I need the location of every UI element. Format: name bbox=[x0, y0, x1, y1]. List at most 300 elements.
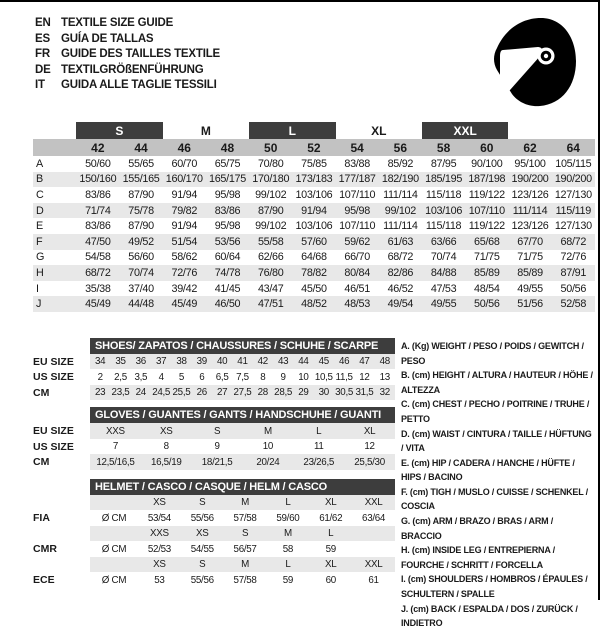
measurement-row bbox=[33, 172, 595, 188]
measurement-value: 190/200 bbox=[511, 173, 549, 186]
section-row-label: US SIZE bbox=[33, 369, 90, 385]
size-number: 54 bbox=[336, 139, 379, 156]
section-value: Ø CM bbox=[101, 574, 127, 586]
measurement-value: 49/54 bbox=[387, 298, 414, 311]
measurement-value: 61/63 bbox=[387, 235, 414, 248]
measurement-value: 155/165 bbox=[122, 173, 160, 186]
section-value: 6 bbox=[199, 371, 205, 383]
section-row bbox=[33, 495, 395, 511]
measurement-value: 59/62 bbox=[344, 235, 370, 248]
section-value: 9 bbox=[280, 371, 286, 383]
section-value: 34 bbox=[90, 354, 110, 370]
size-number: 44 bbox=[119, 139, 162, 156]
measurement-row-label: C bbox=[36, 188, 44, 201]
measurement-value: 66/70 bbox=[344, 251, 370, 264]
section-value: 53/54 bbox=[147, 512, 171, 524]
size-group-label: S bbox=[76, 122, 162, 139]
section-value: S bbox=[181, 557, 224, 573]
measurement-value: 56/60 bbox=[128, 251, 154, 264]
language-row bbox=[35, 47, 220, 63]
accessory-tables bbox=[33, 338, 395, 588]
section-value bbox=[352, 526, 395, 542]
language-code: IT bbox=[35, 79, 45, 91]
measurement-value: 71/74 bbox=[85, 204, 111, 217]
section-value: M bbox=[242, 423, 293, 439]
measurement-value: 84/88 bbox=[430, 266, 457, 279]
measurement-value: 70/80 bbox=[257, 157, 284, 170]
measurement-value: 75/78 bbox=[128, 204, 154, 217]
textile-size-guide bbox=[0, 2, 598, 631]
measurement-row-label: E bbox=[36, 220, 43, 233]
size-number: 48 bbox=[206, 139, 249, 156]
measurement-row bbox=[33, 203, 595, 219]
legend-item: B. (cm) HEIGHT / ALTURA / HAUTEUR / HÖHE / ALTEZZA bbox=[401, 370, 593, 395]
measurement-value: 79/82 bbox=[171, 204, 198, 217]
size-group-label: L bbox=[249, 122, 335, 139]
section-value: M bbox=[224, 557, 267, 573]
section-value: 18/21,5 bbox=[192, 454, 243, 470]
measurement-row-label: F bbox=[36, 235, 43, 248]
section-row bbox=[33, 557, 395, 573]
measurement-value: 63/66 bbox=[430, 235, 457, 248]
section-value: 5 bbox=[178, 371, 185, 383]
section-value: 6,5 bbox=[215, 371, 229, 383]
racing-helmet-icon bbox=[486, 14, 578, 110]
measurement-value: 48/53 bbox=[344, 298, 370, 311]
section-value: 2 bbox=[97, 371, 103, 383]
section-value: 30,5 bbox=[334, 385, 354, 401]
section-value: XL bbox=[344, 423, 395, 439]
section-value bbox=[90, 557, 138, 573]
measurement-value: 41/45 bbox=[214, 282, 241, 295]
language-title: GUÍA DE TALLAS bbox=[61, 32, 154, 45]
measurement-value: 58/62 bbox=[171, 251, 198, 264]
measurement-value: 44/48 bbox=[128, 298, 154, 311]
size-number: 62 bbox=[508, 139, 551, 156]
section-value: 12 bbox=[359, 371, 370, 383]
measurement-value: 60/70 bbox=[171, 157, 198, 170]
measurement-value: 103/106 bbox=[295, 220, 333, 233]
section-title: HELMET / CASCO / CASQUE / HELM / CASCO bbox=[90, 479, 395, 495]
measurement-value: 103/106 bbox=[425, 204, 463, 217]
section-value: 10 bbox=[262, 441, 274, 453]
measurement-legend bbox=[395, 338, 598, 631]
measurement-value: 115/118 bbox=[425, 188, 462, 201]
measurement-value: 85/89 bbox=[517, 266, 543, 279]
section-value: 56/57 bbox=[233, 543, 257, 555]
language-title: TEXTILGRÖßENFÜHRUNG bbox=[61, 63, 204, 76]
measurement-value: 37/40 bbox=[128, 282, 154, 295]
section-row-label bbox=[33, 557, 90, 573]
measurement-value: 111/114 bbox=[383, 188, 418, 201]
section-value: 42 bbox=[253, 354, 273, 370]
measurement-value: 91/94 bbox=[171, 188, 198, 201]
section-row bbox=[33, 541, 395, 557]
section-value: 47 bbox=[354, 354, 374, 370]
section-title-row bbox=[33, 407, 395, 423]
section-value: 9 bbox=[214, 441, 220, 453]
language-code: DE bbox=[35, 63, 51, 76]
measurement-value: 39/42 bbox=[171, 282, 198, 295]
section-value: 63/64 bbox=[362, 512, 386, 524]
measurement-row-label: B bbox=[36, 173, 43, 186]
section-value: 23/26,5 bbox=[293, 454, 344, 470]
language-title: GUIDE DES TAILLES TEXTILE bbox=[61, 48, 220, 60]
section-value: L bbox=[266, 557, 309, 573]
section-value: 35 bbox=[110, 354, 130, 370]
section-value: XL bbox=[309, 495, 352, 511]
size-group-label bbox=[33, 122, 76, 139]
measurement-value: 71/75 bbox=[517, 251, 543, 264]
section-value: L bbox=[293, 423, 344, 439]
section-value: 26 bbox=[192, 385, 212, 401]
measurement-value: 103/106 bbox=[295, 188, 333, 201]
size-number: 58 bbox=[422, 139, 465, 156]
measurement-value: 83/86 bbox=[85, 188, 111, 201]
measurement-value: 190/200 bbox=[554, 173, 592, 186]
language-row bbox=[35, 63, 220, 79]
measurement-value: 72/76 bbox=[171, 266, 198, 279]
section-value: 61 bbox=[368, 574, 379, 586]
measurement-value: 105/115 bbox=[555, 157, 592, 170]
measurement-value: 87/90 bbox=[257, 204, 284, 217]
measurement-value: 48/52 bbox=[301, 298, 327, 311]
language-row bbox=[35, 16, 220, 32]
language-row bbox=[35, 78, 220, 94]
measurement-value: 57/60 bbox=[301, 235, 327, 248]
measurement-value: 150/160 bbox=[79, 173, 117, 186]
measurement-value: 87/90 bbox=[128, 188, 154, 201]
language-code: ES bbox=[35, 32, 50, 45]
section-value: 55/56 bbox=[190, 512, 214, 524]
size-number: 46 bbox=[163, 139, 206, 156]
section-value: Ø CM bbox=[101, 512, 127, 524]
section-row bbox=[33, 510, 395, 526]
section-value: XXL bbox=[352, 557, 395, 573]
section-value: 8 bbox=[260, 371, 266, 383]
measurement-value: 91/94 bbox=[171, 220, 198, 233]
language-header bbox=[35, 16, 220, 94]
measurement-value: 87/90 bbox=[128, 220, 154, 233]
section-value: S bbox=[224, 526, 267, 542]
measurement-value: 47/51 bbox=[257, 298, 284, 311]
section-value: 7,5 bbox=[236, 371, 249, 383]
language-code: EN bbox=[35, 17, 51, 29]
section-row bbox=[33, 423, 395, 439]
textile-size-table-body bbox=[33, 156, 595, 312]
section-value: 8 bbox=[163, 441, 169, 453]
section-row-label: EU SIZE bbox=[33, 354, 90, 370]
section-row-label: CM bbox=[33, 454, 90, 470]
measurement-value: 35/38 bbox=[85, 282, 111, 295]
section-value: 57/58 bbox=[233, 574, 257, 586]
section-value: S bbox=[181, 495, 224, 511]
measurement-value: 115/118 bbox=[425, 220, 462, 233]
measurement-value: 95/98 bbox=[344, 204, 370, 217]
section-value: 44 bbox=[293, 354, 313, 370]
measurement-value: 71/75 bbox=[474, 251, 500, 264]
measurement-row-label: G bbox=[36, 251, 45, 264]
section-value: 3,5 bbox=[134, 371, 148, 383]
bottom-section bbox=[33, 338, 598, 631]
measurement-row-label: H bbox=[36, 266, 44, 279]
legend-item: D. (cm) WAIST / CINTURA / TAILLE / HÜFTUNG / VITA bbox=[401, 428, 592, 454]
measurement-value: 60/64 bbox=[214, 251, 241, 264]
section-value bbox=[90, 526, 138, 542]
section-value: 57/58 bbox=[233, 512, 257, 524]
section-value: 45 bbox=[314, 354, 334, 370]
measurement-row bbox=[33, 265, 595, 281]
measurement-value: 70/74 bbox=[128, 266, 154, 279]
section-value: XS bbox=[138, 495, 181, 511]
section-value: XXS bbox=[138, 526, 181, 542]
measurement-value: 87/95 bbox=[430, 157, 457, 170]
section-value: 46 bbox=[334, 354, 354, 370]
section-value: 7 bbox=[112, 441, 118, 453]
section-value: 36 bbox=[131, 354, 151, 370]
section-value: L bbox=[266, 495, 309, 511]
section-value: 54/55 bbox=[190, 543, 214, 555]
measurement-row bbox=[33, 156, 595, 172]
measurement-value: 85/92 bbox=[387, 157, 414, 170]
measurement-value: 119/122 bbox=[468, 220, 505, 233]
measurement-row-label: D bbox=[36, 204, 44, 217]
section-value: 23,5 bbox=[110, 385, 130, 401]
section-value: 37 bbox=[151, 354, 171, 370]
measurement-value: 107/110 bbox=[339, 220, 376, 233]
measurement-value: 111/114 bbox=[512, 204, 548, 217]
measurement-value: 51/54 bbox=[171, 235, 198, 248]
section-row bbox=[33, 369, 395, 385]
measurement-value: 75/85 bbox=[301, 157, 327, 170]
language-row bbox=[35, 32, 220, 48]
measurement-value: 185/195 bbox=[425, 173, 463, 186]
measurement-row-label: I bbox=[36, 282, 39, 295]
section-row-label: EU SIZE bbox=[33, 423, 90, 439]
section-title-spacer bbox=[33, 479, 90, 495]
section-value: 43 bbox=[273, 354, 293, 370]
measurement-value: 68/72 bbox=[387, 251, 414, 264]
measurement-value: 177/187 bbox=[338, 173, 376, 186]
measurement-value: 49/52 bbox=[128, 235, 154, 248]
measurement-value: 55/58 bbox=[257, 235, 284, 248]
section-value bbox=[90, 495, 138, 511]
section-value: XS bbox=[138, 557, 181, 573]
section-row bbox=[33, 354, 395, 370]
section-value: 29 bbox=[293, 385, 313, 401]
section-value: 11 bbox=[313, 441, 324, 453]
section-value: 38 bbox=[171, 354, 191, 370]
measurement-value: 187/198 bbox=[468, 173, 506, 186]
measurement-value: 99/102 bbox=[384, 204, 416, 217]
textile-size-table bbox=[33, 122, 595, 312]
measurement-value: 62/66 bbox=[257, 251, 284, 264]
section-value: 12 bbox=[364, 441, 375, 453]
measurement-value: 45/49 bbox=[85, 298, 111, 311]
measurement-value: 65/68 bbox=[474, 235, 500, 248]
section-value: 53 bbox=[154, 574, 165, 586]
section-row bbox=[33, 439, 395, 455]
section-value: 58 bbox=[282, 543, 294, 555]
size-number: 50 bbox=[249, 139, 292, 156]
measurement-value: 49/55 bbox=[517, 282, 543, 295]
measurement-row bbox=[33, 281, 595, 297]
section-value: 13 bbox=[379, 371, 390, 383]
section-value: 59 bbox=[282, 574, 294, 586]
section-value: 60 bbox=[325, 574, 336, 586]
section-value: 27,5 bbox=[232, 385, 252, 401]
size-group-row bbox=[33, 122, 595, 139]
measurement-value: 74/78 bbox=[214, 266, 241, 279]
section-value: 55/56 bbox=[190, 574, 214, 586]
measurement-value: 82/86 bbox=[387, 266, 414, 279]
legend-item: G. (cm) ARM / BRAZO / BRAS / ARM / BRACCIO bbox=[401, 516, 554, 541]
measurement-row bbox=[33, 234, 595, 250]
measurement-value: 99/102 bbox=[255, 220, 287, 233]
helmet-table bbox=[33, 479, 395, 588]
measurement-row bbox=[33, 218, 595, 234]
section-value: XS bbox=[141, 423, 192, 439]
measurement-value: 46/50 bbox=[214, 298, 241, 311]
measurement-value: 173/183 bbox=[295, 173, 333, 186]
section-value: 59 bbox=[325, 543, 336, 555]
measurement-value: 68/72 bbox=[560, 235, 587, 248]
section-row-label: US SIZE bbox=[33, 439, 90, 455]
measurement-value: 68/72 bbox=[85, 266, 111, 279]
size-number-row bbox=[33, 139, 595, 156]
measurement-value: 111/114 bbox=[383, 220, 418, 233]
measurement-value: 170/180 bbox=[252, 173, 290, 186]
section-value: 61/62 bbox=[319, 512, 343, 524]
section-value: 28,5 bbox=[273, 385, 293, 401]
section-value: 30 bbox=[314, 385, 334, 401]
shoes-table bbox=[33, 338, 395, 401]
section-row bbox=[33, 454, 395, 470]
measurement-value: 53/56 bbox=[214, 235, 241, 248]
measurement-value: 76/80 bbox=[257, 266, 284, 279]
measurement-value: 165/175 bbox=[209, 173, 246, 186]
section-title: SHOES/ ZAPATOS / CHAUSSURES / SCHUHE / SCARPE bbox=[90, 338, 395, 354]
measurement-row bbox=[33, 296, 595, 312]
section-value bbox=[352, 541, 395, 557]
language-code: FR bbox=[35, 48, 50, 60]
measurement-value: 127/130 bbox=[554, 188, 592, 201]
textile-size-table-head bbox=[33, 122, 595, 156]
measurement-value: 47/53 bbox=[430, 282, 457, 295]
section-value: 12,5/16,5 bbox=[90, 454, 141, 470]
section-value: 23 bbox=[90, 385, 110, 401]
section-value: 10 bbox=[298, 371, 309, 383]
measurement-row bbox=[33, 250, 595, 266]
size-group-label: XXL bbox=[422, 122, 508, 139]
measurement-value: 45/50 bbox=[301, 282, 327, 295]
measurement-value: 67/70 bbox=[517, 235, 543, 248]
section-value: XXL bbox=[352, 495, 395, 511]
section-row-label: CMR bbox=[33, 541, 90, 557]
section-value: 40 bbox=[212, 354, 232, 370]
language-title: GUIDA ALLE TAGLIE TESSILI bbox=[61, 79, 217, 91]
section-value: 48 bbox=[375, 354, 395, 370]
section-row-label bbox=[33, 495, 90, 511]
measurement-value: 64/68 bbox=[301, 251, 327, 264]
section-value: 24,5 bbox=[151, 385, 171, 401]
section-value: XS bbox=[181, 526, 224, 542]
measurement-value: 160/170 bbox=[165, 173, 203, 186]
measurement-value: 123/126 bbox=[511, 220, 549, 233]
measurement-value: 50/56 bbox=[560, 282, 587, 295]
measurement-value: 49/55 bbox=[430, 298, 457, 311]
section-value: 25,5 bbox=[171, 385, 191, 401]
legend-item: H. (cm) INSIDE LEG / ENTREPIERNA / FOURCHE / SCHRITT / FORCELLA bbox=[401, 545, 555, 570]
measurement-value: 45/49 bbox=[171, 298, 198, 311]
section-value: M bbox=[224, 495, 267, 511]
section-title-spacer bbox=[33, 338, 90, 354]
section-value: 11,5 bbox=[335, 371, 353, 383]
section-value: 10,5 bbox=[314, 371, 333, 383]
measurement-row-label: A bbox=[36, 157, 43, 170]
section-row bbox=[33, 526, 395, 542]
measurement-value: 99/102 bbox=[255, 188, 287, 201]
legend-item: A. (Kg) WEIGHT / PESO / POIDS / GEWITCH / PESO bbox=[401, 340, 584, 366]
measurement-row bbox=[33, 187, 595, 203]
section-value: 27 bbox=[212, 385, 232, 401]
measurement-value: 55/65 bbox=[128, 157, 154, 170]
measurement-value: 54/58 bbox=[85, 251, 111, 264]
measurement-value: 85/89 bbox=[474, 266, 500, 279]
measurement-value: 43/47 bbox=[257, 282, 284, 295]
measurement-value: 80/84 bbox=[344, 266, 370, 279]
section-value: 31,5 bbox=[354, 385, 374, 401]
section-value: XXS bbox=[90, 423, 141, 439]
size-group-label: M bbox=[200, 123, 211, 138]
measurement-value: 78/82 bbox=[301, 266, 327, 279]
size-number: 56 bbox=[379, 139, 422, 156]
section-title-spacer bbox=[33, 407, 90, 423]
measurement-value: 95/98 bbox=[214, 220, 241, 233]
section-value: 25,5/30 bbox=[344, 454, 395, 470]
measurement-value: 91/94 bbox=[301, 204, 327, 217]
size-number: 64 bbox=[552, 139, 595, 156]
gloves-table bbox=[33, 407, 395, 470]
legend-item: C. (cm) CHEST / PECHO / POITRINE / TRUHE / PETTO bbox=[401, 399, 590, 424]
measurement-value: 83/86 bbox=[85, 220, 111, 233]
size-group-label: XL bbox=[371, 123, 387, 138]
measurement-row-label: J bbox=[36, 298, 42, 311]
section-row-label: ECE bbox=[33, 572, 90, 588]
section-value: 4 bbox=[158, 371, 164, 383]
section-value: 28 bbox=[253, 385, 273, 401]
measurement-value: 48/54 bbox=[474, 282, 500, 295]
section-value: 16,5/19 bbox=[141, 454, 192, 470]
section-value: 41 bbox=[232, 354, 252, 370]
measurement-value: 65/75 bbox=[214, 157, 241, 170]
measurement-value: 52/58 bbox=[560, 298, 587, 311]
section-row bbox=[33, 385, 395, 401]
section-value: S bbox=[192, 423, 243, 439]
language-title: TEXTILE SIZE GUIDE bbox=[61, 17, 174, 29]
section-value: L bbox=[309, 526, 352, 542]
measurement-value: 50/56 bbox=[474, 298, 500, 311]
measurement-value: 123/126 bbox=[511, 188, 549, 201]
section-value: 24 bbox=[131, 385, 151, 401]
measurement-value: 46/52 bbox=[387, 282, 414, 295]
section-value: 39 bbox=[192, 354, 212, 370]
section-value: Ø CM bbox=[101, 543, 127, 555]
measurement-value: 83/86 bbox=[214, 204, 241, 217]
section-row bbox=[33, 572, 395, 588]
section-value: XL bbox=[309, 557, 352, 573]
measurement-value: 47/50 bbox=[85, 235, 111, 248]
